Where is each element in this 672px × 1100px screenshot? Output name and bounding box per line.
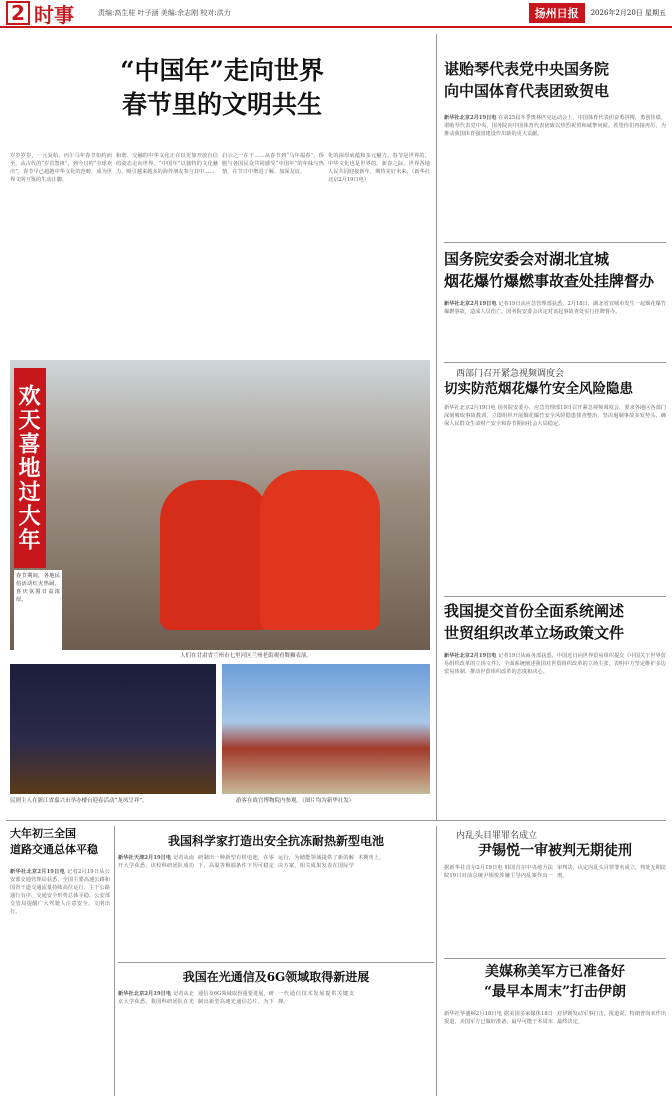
lead-headline: “中国年”走向世界 春节里的文明共生: [120, 56, 324, 119]
photo-caption-side: 春节期间，各地民俗活动红火热闹，喜庆氛围日益浓厚。: [14, 570, 62, 650]
vertical-banner: 欢天喜地过大年: [14, 368, 46, 568]
r2-body: 新华社北京2月19日电 记者19日从应急管理部获悉，2月18日，湖北省宜城市发生一起烟花爆竹爆燃事故，造成人员伤亡。国务院安委会决定对该起事故查处实行挂牌督办。: [444, 301, 666, 315]
r5-kicker: 内乱头目罪罪名成立: [456, 831, 538, 841]
r1-body: 新华社北京2月19日电 在第25届冬季奥林匹克运动会上，中国体育代表团奋勇拼搏，勇创佳绩。谌贻琴代表党中央、国务院向中国体育代表团致以热烈祝贺和诚挚问候。希望你们再接再厉，为推动我国体育强国建设作出新的更大贡献。: [444, 115, 666, 137]
issue-date: 2026年2月20日 星期五: [590, 9, 666, 17]
lead-body-col1: 岁岁岁岁，一元复始。丙午马年春节如约而至。从古代的“岁首祭祖”，到今日的“全球欢庆”，春节早已超越中华文化的范畴，成为世界文明互鉴的生动注脚。: [10, 153, 112, 183]
lion-dance-photo: [10, 360, 430, 650]
r2-headline: 国务院安委会对湖北宜城 烟花爆竹爆燃事故查处挂牌督办: [444, 250, 655, 290]
b2-headline: 我国科学家打造出安全抗冻耐热新型电池: [167, 834, 384, 848]
b3-headline: 我国在光通信及6G领域取得新进展: [182, 970, 370, 984]
b2-body: 新华社天津2月19日电 记者从南开大学获悉，该校科研团队成功研制出一种新型有机电池，在零下、高温等极端条件下均可稳定运行，为储能领域提供了新的解决方案，相关成果发表在国际学术期刊上。: [118, 855, 384, 869]
lion-costume-right: [260, 470, 380, 630]
r4-body: 新华社北京2月19日电 记者19日从商务部获悉，中国近日向世界贸易组织提交《中国关于世界贸易组织改革的立场文件》，全面系统阐述我国对世贸组织改革的立场主张，表明中方坚定维护多边贸易体制、推动世贸组织改革的态度和决心。: [444, 653, 666, 675]
lion-costume-left: [160, 480, 270, 630]
photo-caption-main: 人们在甘肃省兰州市七里河区兰州老街观看舞狮表演。: [180, 653, 313, 659]
palace-photo: [222, 664, 430, 794]
b1-headline: 大年初三全国 道路交通总体平稳: [10, 827, 98, 856]
r1-headline: 谌贻琴代表党中央国务院 向中国体育代表团致贺电: [444, 60, 610, 100]
r4-headline: 我国提交首份全面系统阐述 世贸组织改革立场政策文件: [444, 602, 625, 642]
page-header: [0, 0, 672, 28]
lead-body-col4: 化的深厚底蕴和多元魅力。春节是世界的，中华文化也是世界的。新春之际，世界各地人民共同迎接新年，期待美好未来。（新华社北京2月19日电）: [328, 153, 430, 183]
paper-logo: 扬州日报: [529, 3, 585, 23]
lead-body-col3: 启示之一在于……从春节到“马年福春”，侨胞与各国民众共同感受“中国年”的年味与热情，在节日中增进了解、加深友谊。: [222, 153, 324, 175]
r5-headline: 尹锡悦一审被判无期徒刑: [478, 843, 632, 859]
b3-body: 新华社北京2月19日电 记者从北京大学获悉，我国科研团队在光通信及6G领域取得重要进展，研制出新型高速光通信芯片，为下一代通信技术发展提供关键支撑。: [118, 991, 354, 1005]
r6-headline: 美媒称美军方已准备好 “最早本周末”打击伊朗: [483, 964, 627, 1000]
r3-headline: 切实防范烟花爆竹安全风险隐患: [444, 381, 633, 397]
r5-body: 据新华社首尔2月19日电 韩国首尔中央地方法院19日对前总统尹锡悦涉嫌主导内乱案作出一审判决，认定内乱头目罪罪名成立，判处无期徒刑。: [444, 865, 666, 879]
staff-credits: 责编:高生桂 叶子涵 美编:余志刚 校对:洪力: [98, 9, 231, 17]
photo-caption-palace: 游客在故宫博物院内参观。（图片均为新华社发）: [236, 798, 355, 804]
b1-body: 新华社北京2月19日电 记者2月19日从公安部交通管理局获悉，全国主要高速公路和国省干道交通流量持续高位运行，主干公路通行有序，交通安全形势总体平稳。公安部交管局提醒广大驾驶人注意安全，文明出行。: [10, 869, 110, 915]
r6-body: 新华社华盛顿2月18日电 据美国多家媒体18日报道，美国军方已做好准备，最早可能于本周末对伊朗发动军事打击。报道说，特朗普尚未作出最终决定。: [444, 1011, 666, 1025]
r3-body: 新华社北京2月19日电 国务院安委办、应急管理部19日召开紧急视频调度会，要求各地区各部门深刻吸取事故教训，立即组织开展烟花爆竹安全风险隐患排查整治，坚决遏制事故多发势头，确保人民群众生命财产安全和春节期间社会大局稳定。: [444, 405, 666, 427]
page-number: 2: [6, 1, 30, 25]
photo-caption-lantern: 民则主人在浙江省嘉兴市举办楼台迎春活动“龙凤呈祥”。: [10, 798, 148, 804]
lantern-photo: [10, 664, 216, 794]
lead-body-col2: 和谐、交融的中华文化正在以更加开放自信的姿态走向世界。“中国年”以独特的文化魅力，吸引越来越多的海外朋友参与其中……: [116, 153, 218, 175]
section-title: 时事: [34, 2, 74, 27]
r3-kicker: 西部门召开紧急视频调度会: [456, 369, 565, 379]
